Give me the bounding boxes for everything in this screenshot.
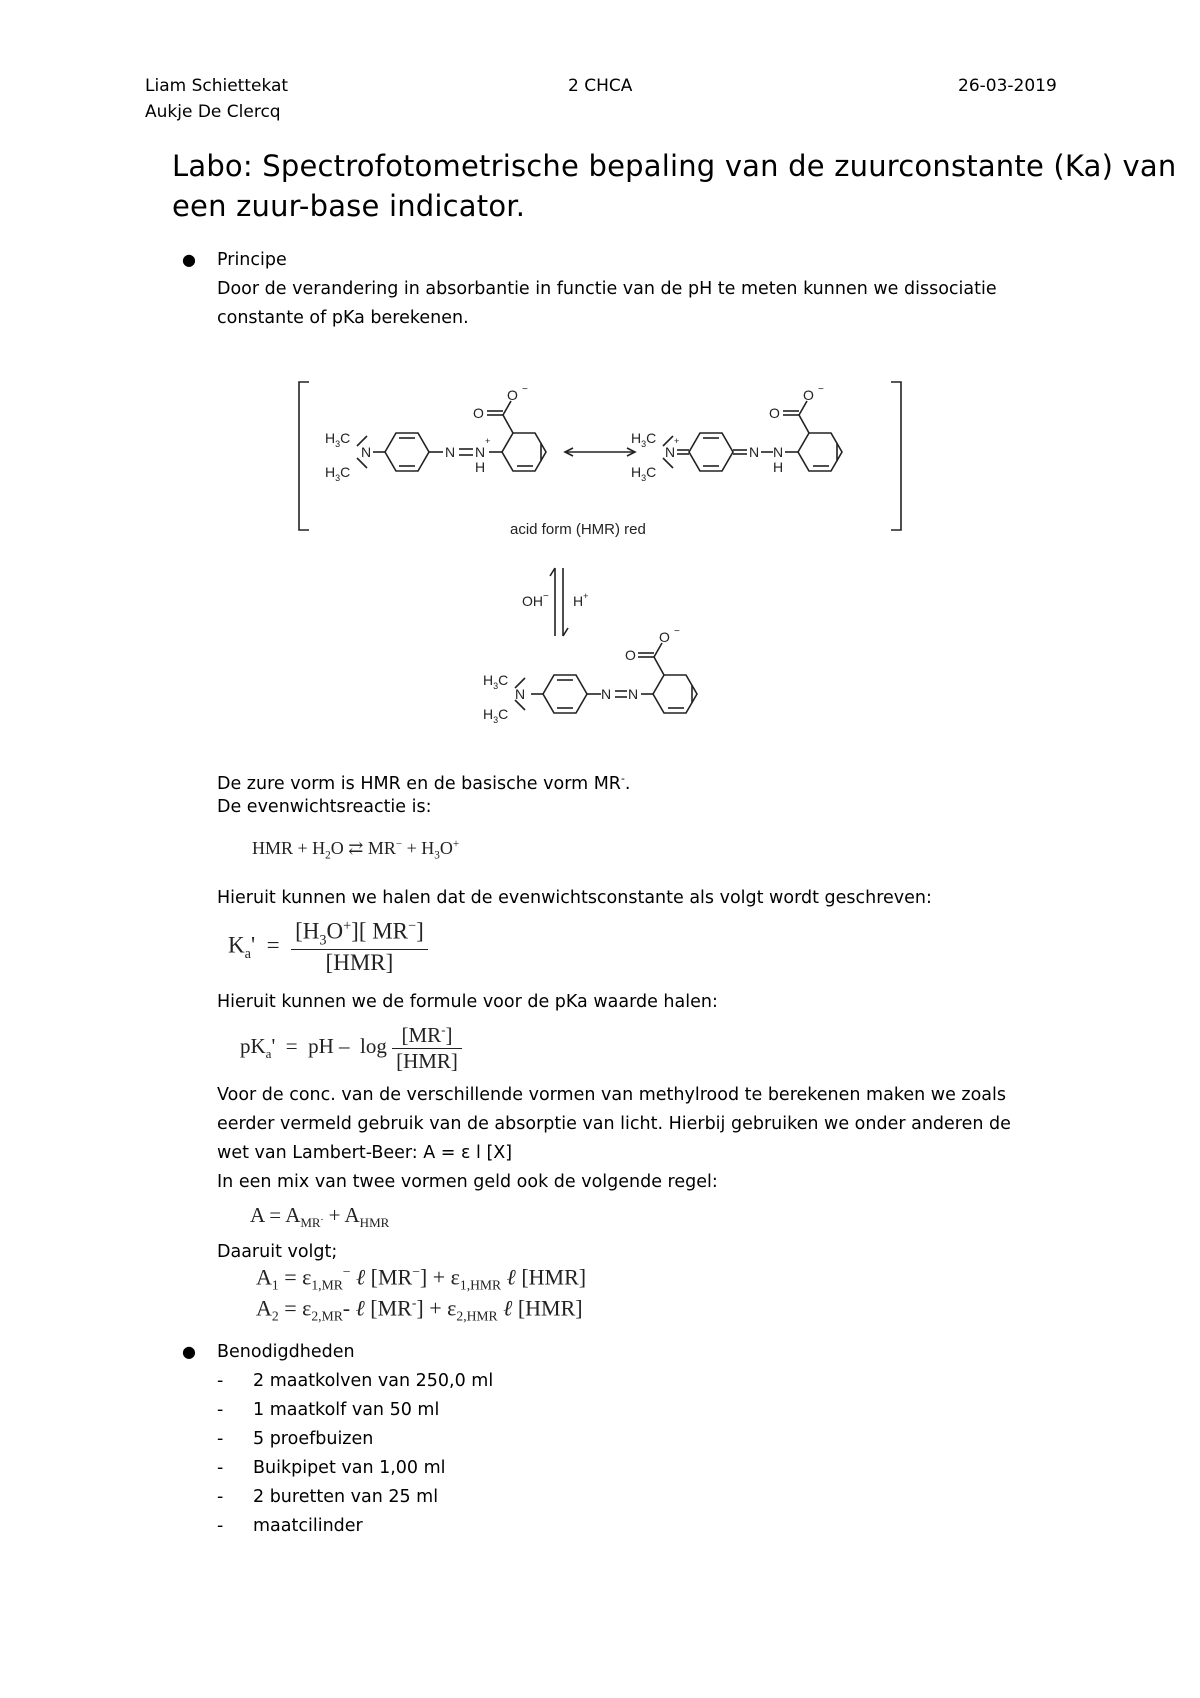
list-item: - 5 proefbuizen xyxy=(217,1429,374,1449)
label-n-azo-b2: N xyxy=(628,686,639,702)
list-item: - maatcilinder xyxy=(217,1516,363,1536)
label-h-right: H xyxy=(773,459,784,475)
label-plus-right: + xyxy=(674,436,680,446)
label-plus: + xyxy=(485,436,491,446)
label-n-azo-b1: N xyxy=(601,686,612,702)
evenwicht-text: De evenwichtsreactie is: xyxy=(217,797,432,817)
label-o-minus-bottom: O xyxy=(659,629,670,645)
document-title xyxy=(172,146,1176,226)
principe-line-2: constante of pKa berekenen. xyxy=(217,308,469,328)
label-o-minus-left: O xyxy=(507,387,518,403)
label-n-plus-right: N xyxy=(665,444,676,460)
hieruit-text-1: Hieruit kunnen we halen dat de evenwichtsconstante als volgt wordt geschreven: xyxy=(217,888,932,908)
pka-formula: $pK_a'$ = pH – log $\frac{[MR^-]}{\text{[HMR]}}$ xyxy=(240,1022,462,1074)
author-1: Liam Schiettekat xyxy=(145,76,289,96)
list-item: - 2 buretten van 25 ml xyxy=(217,1487,439,1507)
label-n-azo-1: N xyxy=(445,444,456,460)
label-o-minus-right: O xyxy=(803,387,814,403)
conc-line-2: eerder vermeld gebruik van de absorptie van licht. Hierbij gebruiken we onder anderen de xyxy=(217,1114,1011,1134)
a2-formula: $A_2 = \varepsilon_{2,MR}-$ ℓ $[MR^-] + \varepsilon_{2,HMR}$ ℓ [HMR] xyxy=(256,1295,583,1324)
a1-formula: $A_1 = \varepsilon_{1,MR}^-$ ℓ $[MR^-] + \varepsilon_{1,HMR}$ ℓ [HMR] xyxy=(256,1264,587,1293)
label-minus-bottom: − xyxy=(674,626,680,637)
conc-line-1: Voor de conc. van de verschillende vormen van methylrood te berekenen maken we zoals xyxy=(217,1085,1006,1105)
date-label: 26-03-2019 xyxy=(958,76,1057,96)
principe-heading: Principe xyxy=(217,250,287,270)
label-o-left: O xyxy=(473,405,484,421)
principe-section xyxy=(217,246,997,333)
benodigdheden-heading: Benodigdheden xyxy=(217,1342,355,1362)
label-minus-right: − xyxy=(818,384,824,395)
bracket-left xyxy=(299,382,309,530)
equilibrium-reaction: HMR + $H_2O$ ⇄ $MR^- + H_3O^+$ xyxy=(252,838,460,862)
label-n-right-2: N xyxy=(773,444,784,460)
conc-paragraph xyxy=(217,1081,1011,1197)
label-o-bottom: O xyxy=(625,647,636,663)
class-label: 2 CHCA xyxy=(568,76,633,96)
ka-formula: $K_a'$ = $\frac{[H_3O^+][ MR^-]}{\text{[HMR]}}$ xyxy=(228,918,428,976)
label-h-left: H xyxy=(475,459,486,475)
list-item: - 1 maatkolf van 50 ml xyxy=(217,1400,440,1420)
methyl-red-structure-figure xyxy=(295,370,905,750)
conc-line-3: wet van Lambert-Beer: A = ε l [X] xyxy=(217,1143,513,1163)
bullet-principe: ● xyxy=(182,250,196,269)
label-minus-left: − xyxy=(522,384,528,395)
label-n-right-1: N xyxy=(749,444,760,460)
daaruit-text: Daaruit volgt; xyxy=(217,1242,338,1262)
hieruit-text-2: Hieruit kunnen we de formule voor de pKa waarde halen: xyxy=(217,992,718,1012)
label-h3c-bottom-right: $H_3C$ xyxy=(631,464,657,483)
label-h-plus: H+ xyxy=(573,591,589,609)
label-n-left: N xyxy=(361,444,372,460)
benodigdheden-list xyxy=(217,1367,493,1541)
author-2: Aukje De Clercq xyxy=(145,102,281,122)
label-n-azo-2: N xyxy=(475,444,486,460)
label-oh: OH− xyxy=(522,591,549,609)
title-line-2: een zuur-base indicator. xyxy=(172,189,526,223)
absorbance-sum-formula: $A = A_{MR^-} + A_{HMR}$ xyxy=(250,1203,390,1231)
bracket-right xyxy=(891,382,901,530)
label-n-bottom: N xyxy=(515,686,526,702)
bullet-benodigdheden: ● xyxy=(182,1342,196,1361)
mix-line: In een mix van twee vormen geld ook de volgende regel: xyxy=(217,1172,718,1192)
figure-caption: acid form (HMR) red xyxy=(510,521,646,538)
label-h3c-top-left: $H_3C$ xyxy=(325,430,351,449)
label-h3c-top-right: $H_3C$ xyxy=(631,430,657,449)
zure-vorm-text: De zure vorm is HMR en de basische vorm MR-. xyxy=(217,772,631,794)
label-h3c-bottom-bottom: $H_3C$ xyxy=(483,706,509,725)
principe-line-1: Door de verandering in absorbantie in functie van de pH te meten kunnen we dissociatie xyxy=(217,279,997,299)
list-item: - Buikpipet van 1,00 ml xyxy=(217,1458,446,1478)
list-item: - 2 maatkolven van 250,0 ml xyxy=(217,1371,494,1391)
label-h3c-bottom-left: $H_3C$ xyxy=(325,464,351,483)
label-o-right: O xyxy=(769,405,780,421)
label-h3c-top-bottom: $H_3C$ xyxy=(483,672,509,691)
title-line-1: Labo: Spectrofotometrische bepaling van de zuurconstante (Ka) van xyxy=(172,149,1177,183)
